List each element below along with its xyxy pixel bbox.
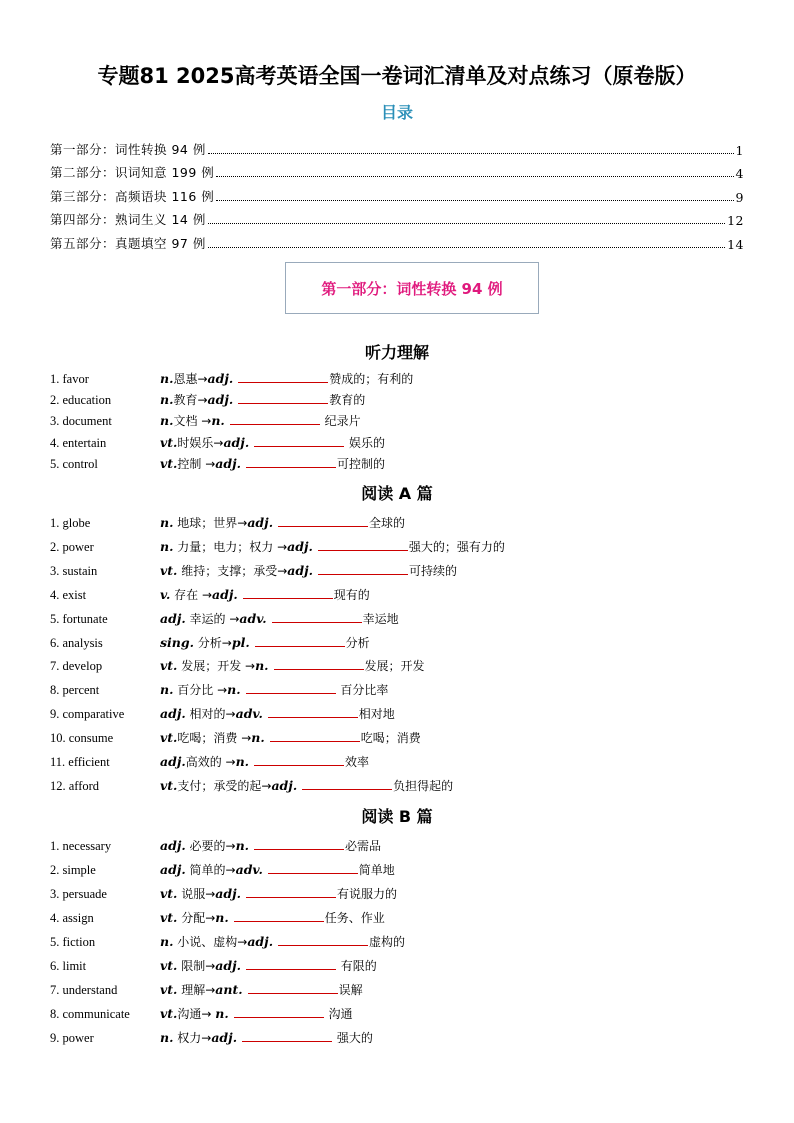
- target-meaning: 必需品: [345, 839, 382, 853]
- vocab-definition: [160, 909, 385, 927]
- meaning-original: 限制→: [177, 959, 216, 973]
- vocab-item: [50, 1029, 740, 1047]
- vocab-word: 9. comparative: [50, 707, 125, 722]
- vocab-item: [50, 981, 740, 999]
- vocab-item: [50, 909, 740, 927]
- pos-target: adj.: [287, 562, 313, 578]
- target-meaning: 效率: [345, 755, 370, 769]
- vocab-word: 5. fortunate: [50, 611, 108, 626]
- meaning-original: 地球；世界→: [173, 516, 248, 530]
- section-heading: 阅读 A 篇: [361, 484, 433, 503]
- vocab-item: [50, 885, 740, 903]
- toc-label: 第一部分：词性转换 94 例: [50, 141, 206, 157]
- pos-original: vt.: [160, 886, 178, 901]
- target-meaning: 有限的: [336, 959, 377, 973]
- pos-target: adj.: [247, 515, 274, 530]
- pos-original: n.: [160, 392, 174, 408]
- toc-leader-dots: [208, 247, 725, 248]
- vocab-word: 9. power: [50, 1031, 94, 1045]
- pos-original: adj.: [160, 838, 186, 853]
- vocab-item: [50, 1005, 740, 1023]
- pos-target: n.: [235, 838, 250, 853]
- vocab-item: [50, 837, 740, 855]
- vocab-word: 4. entertain: [50, 435, 107, 450]
- pos-original: vt.: [160, 910, 178, 925]
- vocab-word: 1. globe: [50, 516, 91, 530]
- pos-target: adv.: [235, 706, 263, 722]
- toc-label: 第四部分：熟词生义 14 例: [50, 212, 206, 227]
- pos-target: n.: [211, 413, 225, 429]
- vocab-definition: [160, 1005, 353, 1023]
- vocab-definition: [160, 1029, 373, 1047]
- section-heading: 听力理解: [364, 343, 429, 362]
- vocab-item: [50, 957, 740, 975]
- toc-page-number: 4: [735, 166, 744, 181]
- vocab-word: 8. communicate: [50, 1007, 130, 1021]
- part-title: 第一部分：词性转换 94 例: [321, 279, 503, 298]
- pos-target: adj.: [207, 392, 234, 408]
- vocab-item: [50, 514, 740, 532]
- vocab-definition: [160, 434, 385, 452]
- meaning-original: 必要的→: [185, 839, 236, 853]
- meaning-original: 教育→: [173, 393, 208, 408]
- vocab-word: 7. understand: [50, 983, 118, 997]
- vocab-definition: [160, 681, 388, 699]
- meaning-original: 文档 →: [173, 414, 212, 429]
- target-meaning: 教育的: [329, 393, 366, 408]
- pos-target: adj.: [215, 886, 241, 901]
- answer-blank[interactable]: [243, 586, 333, 599]
- pos-original: vt.: [160, 455, 178, 471]
- vocab-word: 3. persuade: [50, 887, 107, 901]
- vocab-item: [50, 610, 740, 628]
- meaning-original: 理解→: [177, 983, 216, 997]
- toc-leader-dots: [216, 176, 733, 177]
- vocab-word: 6. limit: [50, 959, 87, 973]
- vocab-definition: [160, 981, 363, 999]
- vocab-word: 5. fiction: [50, 935, 96, 949]
- toc-label: 第二部分：识词知意 199 例: [50, 165, 215, 180]
- pos-target: adj.: [223, 434, 250, 450]
- target-meaning: 可持续的: [408, 563, 457, 578]
- vocab-definition: [160, 634, 370, 652]
- pos-original: vt.: [160, 982, 178, 997]
- table-of-contents: [50, 134, 744, 252]
- toc-row[interactable]: [50, 158, 744, 182]
- vocab-definition: [160, 391, 365, 409]
- target-meaning: 强大的: [333, 1031, 373, 1045]
- vocab-word: 5. control: [50, 456, 98, 471]
- meaning-original: 吃喝；消费 →: [177, 731, 252, 746]
- toc-row[interactable]: [50, 228, 744, 252]
- vocab-definition: [160, 370, 413, 388]
- vocab-word: 8. percent: [50, 683, 100, 698]
- toc-leader-dots: [208, 153, 734, 154]
- meaning-original: 小说、虚构→: [173, 935, 248, 949]
- pos-original: vt.: [160, 777, 178, 793]
- pos-target: adj.: [271, 777, 298, 793]
- answer-blank[interactable]: [238, 391, 328, 404]
- answer-blank[interactable]: [272, 610, 362, 623]
- pos-target: adj.: [247, 934, 274, 949]
- vocab-definition: [160, 837, 381, 855]
- pos-original: n.: [160, 515, 174, 530]
- vocab-item: [50, 861, 740, 879]
- pos-original: n.: [160, 1030, 174, 1045]
- target-meaning: 现有的: [333, 587, 370, 602]
- vocab-item: [50, 777, 740, 795]
- target-meaning: 全球的: [369, 516, 406, 530]
- answer-blank[interactable]: [254, 434, 344, 447]
- answer-blank[interactable]: [234, 1005, 324, 1018]
- vocab-definition: [160, 538, 505, 556]
- pos-original: vt.: [160, 958, 178, 973]
- pos-target: ant.: [215, 982, 243, 997]
- vocab-item: [50, 729, 740, 747]
- target-meaning: 百分比率: [336, 683, 389, 698]
- meaning-original: 维持；支撑；承受→: [177, 563, 288, 578]
- target-meaning: 沟通: [324, 1007, 353, 1021]
- vocab-word: 12. afford: [50, 778, 100, 793]
- meaning-original: 恩惠→: [173, 372, 208, 386]
- pos-original: n.: [160, 934, 174, 949]
- vocab-definition: [160, 412, 361, 430]
- pos-target: n.: [215, 910, 229, 925]
- vocab-definition: [160, 610, 399, 628]
- answer-blank[interactable]: [242, 1029, 332, 1042]
- vocab-definition: [160, 514, 405, 532]
- vocab-word: 4. assign: [50, 911, 94, 925]
- vocab-item: [50, 657, 740, 675]
- answer-blank[interactable]: [230, 412, 320, 425]
- pos-original: n.: [160, 538, 174, 554]
- pos-target: adj.: [211, 1030, 238, 1045]
- target-meaning: 虚构的: [369, 935, 406, 949]
- vocab-definition: [160, 957, 377, 975]
- vocab-word: 6. analysis: [50, 635, 103, 650]
- target-meaning: 娱乐的: [345, 435, 385, 450]
- vocab-item: [50, 370, 740, 388]
- toc-leader-dots: [208, 223, 725, 224]
- meaning-original: 分析→: [193, 635, 232, 650]
- answer-blank[interactable]: [302, 777, 392, 790]
- vocab-word: 1. necessary: [50, 839, 112, 853]
- part-title-box: [285, 262, 539, 314]
- vocab-definition: [160, 455, 385, 473]
- toc-label: 第三部分：高频语块 116 例: [50, 188, 215, 204]
- pos-original: sing.: [160, 634, 194, 650]
- vocab-word: 7. develop: [50, 659, 103, 674]
- vocab-definition: [160, 705, 395, 723]
- meaning-original: 发展；开发 →: [177, 659, 256, 674]
- pos-target: adj.: [207, 371, 234, 386]
- meaning-original: 说服→: [177, 887, 216, 901]
- target-meaning: 任务、作业: [324, 911, 385, 925]
- vocab-word: 4. exist: [50, 587, 87, 602]
- pos-original: vt.: [160, 1006, 178, 1021]
- vocab-word: 2. simple: [50, 863, 96, 877]
- target-meaning: 纪录片: [320, 414, 361, 429]
- meaning-original: 时娱乐→: [177, 435, 224, 450]
- toc-page-number: 14: [727, 236, 744, 252]
- toc-heading: 目录: [380, 103, 413, 122]
- answer-blank[interactable]: [254, 753, 344, 766]
- pos-original: adj.: [160, 610, 186, 626]
- target-meaning: 强大的；强有力的: [408, 539, 505, 554]
- target-meaning: 有说服力的: [336, 887, 397, 901]
- answer-blank[interactable]: [254, 837, 344, 850]
- answer-blank[interactable]: [238, 370, 328, 383]
- vocab-item: [50, 391, 740, 409]
- section-heading: 阅读 B 篇: [361, 807, 433, 826]
- vocab-definition: [160, 861, 395, 879]
- meaning-original: 简单的→: [185, 863, 236, 877]
- vocab-item: [50, 586, 740, 604]
- vocab-definition: [160, 586, 370, 604]
- vocab-item: [50, 705, 740, 723]
- answer-blank[interactable]: [268, 861, 358, 874]
- pos-target: adj.: [215, 455, 241, 471]
- pos-original: n.: [160, 682, 174, 698]
- pos-original: v.: [160, 586, 171, 602]
- toc-page-number: 1: [735, 142, 744, 158]
- answer-blank[interactable]: [318, 538, 408, 551]
- pos-target: adj.: [212, 586, 238, 602]
- pos-target: pl.: [231, 634, 250, 650]
- toc-label: 第五部分：真题填空 97 例: [50, 235, 206, 251]
- pos-target: adv.: [239, 610, 267, 626]
- answer-blank[interactable]: [268, 705, 358, 718]
- pos-original: adj.: [160, 862, 186, 877]
- meaning-original: 支付；承受的起→: [177, 778, 272, 793]
- target-meaning: 误解: [338, 983, 363, 997]
- vocab-item: [50, 538, 740, 556]
- vocab-item: [50, 434, 740, 452]
- pos-target: n.: [255, 658, 269, 674]
- toc-row[interactable]: [50, 205, 744, 229]
- vocab-definition: [160, 777, 453, 795]
- target-meaning: 发展；开发: [364, 659, 425, 674]
- vocab-word: 2. education: [50, 393, 112, 408]
- vocab-definition: [160, 729, 421, 747]
- toc-page-number: 12: [727, 213, 744, 228]
- pos-target: adv.: [235, 862, 263, 877]
- pos-target: adj.: [215, 958, 241, 973]
- vocab-item: [50, 634, 740, 652]
- meaning-original: 分配→: [177, 911, 216, 925]
- target-meaning: 幸运地: [362, 611, 399, 626]
- pos-original: vt.: [160, 658, 178, 674]
- pos-target: n.: [235, 754, 250, 769]
- vocab-definition: [160, 933, 405, 951]
- answer-blank[interactable]: [246, 885, 336, 898]
- answer-blank[interactable]: [278, 514, 368, 527]
- pos-original: vt.: [160, 730, 178, 746]
- answer-blank[interactable]: [274, 657, 364, 670]
- document-title: 专题81 2025高考英语全国一卷词汇清单及对点练习（原卷版）: [97, 64, 697, 88]
- vocab-item: [50, 562, 740, 580]
- vocab-word: 1. favor: [50, 372, 89, 386]
- pos-original: vt.: [160, 434, 178, 450]
- target-meaning: 分析: [345, 635, 370, 650]
- meaning-original: 力量；电力；权力 →: [173, 539, 288, 554]
- vocab-item: [50, 412, 740, 430]
- target-meaning: 负担得起的: [393, 778, 454, 793]
- toc-row[interactable]: [50, 134, 744, 158]
- pos-target: n.: [215, 1006, 229, 1021]
- meaning-original: 高效的 →: [185, 755, 236, 769]
- vocab-word: 10. consume: [50, 731, 114, 746]
- pos-target: n.: [227, 682, 241, 698]
- answer-blank[interactable]: [246, 681, 336, 694]
- answer-blank[interactable]: [255, 634, 345, 647]
- pos-original: adj.: [160, 754, 186, 769]
- vocab-word: 3. sustain: [50, 563, 98, 578]
- target-meaning: 赞成的；有利的: [329, 372, 414, 386]
- vocab-definition: [160, 753, 369, 771]
- pos-original: n.: [160, 371, 174, 386]
- pos-target: n.: [251, 730, 265, 746]
- pos-original: adj.: [160, 706, 186, 722]
- meaning-original: 相对的→: [185, 707, 236, 722]
- meaning-original: 控制 →: [177, 456, 216, 471]
- vocab-word: 11. efficient: [50, 755, 110, 769]
- toc-row[interactable]: [50, 181, 744, 205]
- vocab-item: [50, 753, 740, 771]
- meaning-original: 存在 →: [170, 587, 213, 602]
- answer-blank[interactable]: [246, 957, 336, 970]
- answer-blank[interactable]: [246, 455, 336, 468]
- vocab-definition: [160, 885, 397, 903]
- answer-blank[interactable]: [248, 981, 338, 994]
- target-meaning: 相对地: [358, 707, 395, 722]
- meaning-original: 沟通→: [177, 1007, 216, 1021]
- answer-blank[interactable]: [270, 729, 360, 742]
- vocab-item: [50, 455, 740, 473]
- meaning-original: 百分比 →: [173, 683, 228, 698]
- vocab-item: [50, 933, 740, 951]
- vocab-definition: [160, 657, 425, 675]
- answer-blank[interactable]: [278, 933, 368, 946]
- vocab-definition: [160, 562, 457, 580]
- target-meaning: 简单地: [358, 863, 395, 877]
- toc-leader-dots: [216, 200, 733, 201]
- meaning-original: 权力→: [173, 1031, 212, 1045]
- meaning-original: 幸运的 →: [185, 611, 240, 626]
- vocab-item: [50, 681, 740, 699]
- vocab-word: 3. document: [50, 414, 112, 429]
- target-meaning: 可控制的: [336, 456, 385, 471]
- answer-blank[interactable]: [234, 909, 324, 922]
- answer-blank[interactable]: [318, 562, 408, 575]
- pos-target: adj.: [287, 538, 313, 554]
- target-meaning: 吃喝；消费: [360, 731, 421, 746]
- toc-page-number: 9: [735, 189, 744, 205]
- vocab-word: 2. power: [50, 539, 94, 554]
- pos-original: n.: [160, 413, 174, 429]
- pos-original: vt.: [160, 562, 178, 578]
